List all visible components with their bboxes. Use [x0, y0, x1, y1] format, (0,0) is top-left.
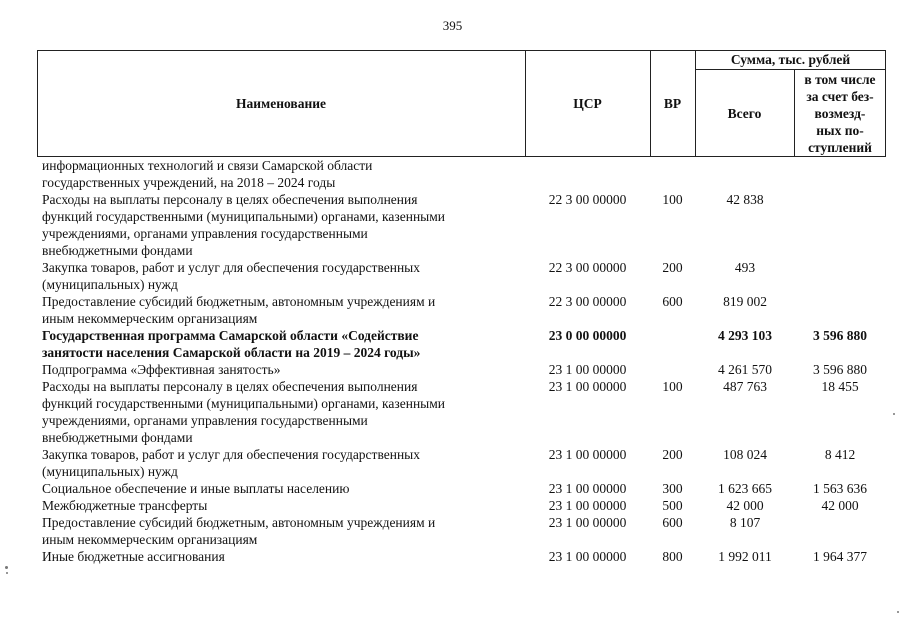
- row-grants: 1 563 636: [813, 481, 867, 496]
- row-grants: 3 596 880: [813, 328, 867, 343]
- table-row: [37, 497, 886, 514]
- table-row: [37, 327, 886, 361]
- row-csr: 23 1 00 00000: [548, 362, 627, 377]
- row-name-line: функций государственными (муниципальными) органами, казенными: [42, 396, 446, 411]
- row-name-line: занятости населения Самарской области на 2019 – 2024 годы»: [42, 345, 421, 360]
- row-name-line: государственных учреждений, на 2018 – 2024 годы: [42, 175, 336, 190]
- row-name-line: иным некоммерческим организациям: [42, 532, 258, 547]
- row-name: [42, 293, 522, 327]
- row-name-line: учреждениями, органами управления государственными: [42, 413, 368, 428]
- row-total: 108 024: [723, 447, 767, 462]
- row-csr: 23 1 00 00000: [548, 498, 627, 513]
- row-name-line: Расходы на выплаты персоналу в целях обеспечения выполнения: [42, 192, 418, 207]
- row-vr: 100: [662, 192, 683, 207]
- header-csr: ЦСР: [573, 96, 602, 111]
- row-total: 487 763: [723, 379, 767, 394]
- header-grants-line: в том числе: [804, 71, 876, 87]
- header-grants-line: ступлений: [808, 139, 872, 155]
- row-vr: 500: [662, 498, 683, 513]
- row-csr: 23 1 00 00000: [548, 549, 627, 564]
- table-row: [37, 514, 886, 548]
- header-vr: ВР: [663, 96, 682, 111]
- row-name-line: (муниципальных) нужд: [42, 277, 178, 292]
- row-vr: 800: [662, 549, 683, 564]
- row-name: [42, 259, 522, 293]
- row-name-line: Предоставление субсидий бюджетным, автономным учреждениям и: [42, 515, 436, 530]
- header-total: Всего: [727, 105, 762, 121]
- row-grants: 18 455: [821, 379, 859, 394]
- row-total: 8 107: [729, 515, 761, 530]
- row-name: [42, 191, 522, 259]
- row-name: [42, 480, 522, 497]
- header-sum: Сумма, тыс. рублей: [730, 52, 851, 67]
- row-total: 4 293 103: [718, 328, 772, 343]
- row-name-line: Межбюджетные трансферты: [42, 498, 208, 513]
- row-vr: 300: [662, 481, 683, 496]
- row-name: [42, 446, 522, 480]
- row-vr: 200: [662, 447, 683, 462]
- row-name: [42, 514, 522, 548]
- row-csr: 23 1 00 00000: [548, 447, 627, 462]
- table-row: [37, 480, 886, 497]
- header-grants: [794, 69, 886, 157]
- row-total: 493: [734, 260, 756, 275]
- row-vr: 200: [662, 260, 683, 275]
- table-row: [37, 293, 886, 327]
- row-name: [42, 378, 522, 446]
- row-name-line: информационных технологий и связи Самарской области: [42, 158, 373, 173]
- row-name: [42, 497, 522, 514]
- table-header: [37, 50, 886, 157]
- table-row: [37, 259, 886, 293]
- table-row: [37, 548, 886, 565]
- row-grants: 3 596 880: [813, 362, 867, 377]
- row-name-line: Подпрограмма «Эффективная занятость»: [42, 362, 281, 377]
- row-csr: 22 3 00 00000: [548, 192, 627, 207]
- row-vr: 600: [662, 515, 683, 530]
- row-total: 42 838: [726, 192, 764, 207]
- row-name-line: иным некоммерческим организациям: [42, 311, 258, 326]
- row-name-line: Закупка товаров, работ и услуг для обеспечения государственных: [42, 447, 421, 462]
- table-row: [37, 361, 886, 378]
- row-name-line: функций государственными (муниципальными) органами, казенными: [42, 209, 446, 224]
- row-name: [42, 157, 522, 191]
- row-grants: 8 412: [824, 447, 856, 462]
- header-grants-line: возмезд-: [814, 105, 866, 121]
- row-name-line: Иные бюджетные ассигнования: [42, 549, 225, 564]
- header-grants-line: за счет без-: [806, 88, 874, 104]
- row-name: [42, 361, 522, 378]
- scan-speck: [5, 566, 8, 569]
- row-vr: 600: [662, 294, 683, 309]
- scan-speck: [893, 413, 895, 415]
- row-csr: 23 1 00 00000: [548, 379, 627, 394]
- row-csr: 22 3 00 00000: [548, 260, 627, 275]
- row-name-line: Закупка товаров, работ и услуг для обеспечения государственных: [42, 260, 421, 275]
- scan-speck: [897, 611, 899, 613]
- table-row: [37, 446, 886, 480]
- header-name: Наименование: [236, 96, 326, 111]
- page-number: 395: [442, 18, 463, 33]
- row-name-line: внебюджетными фондами: [42, 430, 193, 445]
- row-name: [42, 548, 522, 565]
- row-total: 42 000: [726, 498, 764, 513]
- row-csr: 22 3 00 00000: [548, 294, 627, 309]
- row-csr: 23 1 00 00000: [548, 481, 627, 496]
- row-grants: 42 000: [821, 498, 859, 513]
- header-grants-line: ных по-: [816, 122, 864, 138]
- row-name-line: Социальное обеспечение и иные выплаты населению: [42, 481, 350, 496]
- row-grants: 1 964 377: [813, 549, 867, 564]
- scan-speck: [6, 572, 8, 574]
- row-total: 1 992 011: [718, 549, 772, 564]
- row-csr: 23 1 00 00000: [548, 515, 627, 530]
- row-name-line: Расходы на выплаты персоналу в целях обеспечения выполнения: [42, 379, 418, 394]
- row-name-line: Предоставление субсидий бюджетным, автономным учреждениям и: [42, 294, 436, 309]
- table-row: [37, 157, 886, 191]
- row-vr: 100: [662, 379, 683, 394]
- row-name-line: (муниципальных) нужд: [42, 464, 178, 479]
- row-total: 1 623 665: [718, 481, 772, 496]
- table-row: [37, 191, 886, 259]
- row-name-line: учреждениями, органами управления государственными: [42, 226, 368, 241]
- row-name: [42, 327, 522, 361]
- row-csr: 23 0 00 00000: [548, 328, 627, 343]
- row-name-line: Государственная программа Самарской области «Содействие: [42, 328, 419, 343]
- row-total: 819 002: [723, 294, 767, 309]
- row-total: 4 261 570: [718, 362, 772, 377]
- table-row: [37, 378, 886, 446]
- row-name-line: внебюджетными фондами: [42, 243, 193, 258]
